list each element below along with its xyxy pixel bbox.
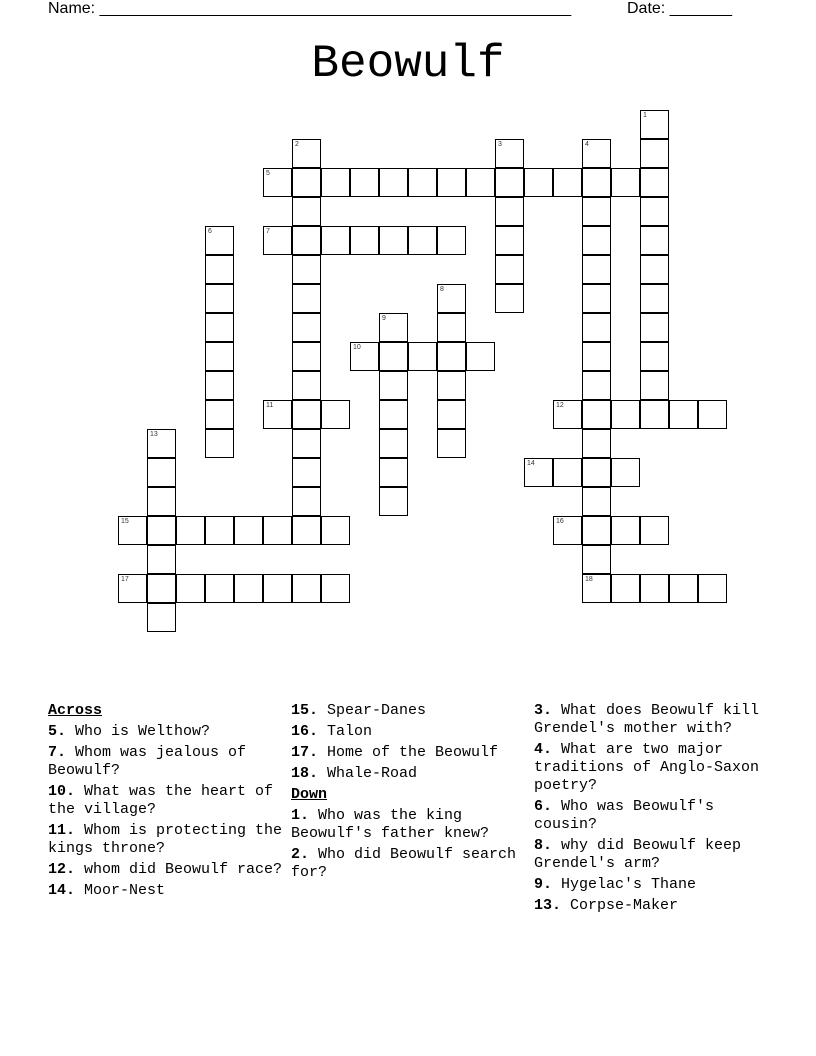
grid-cell[interactable] [640,371,669,400]
clue-down-3: 3. What does Beowulf kill Grendel's mother with? [534,702,760,737]
grid-cell[interactable] [379,371,408,400]
grid-cell[interactable] [292,313,321,342]
grid-cell[interactable] [147,516,176,545]
grid-cell[interactable] [611,400,640,429]
grid-cell[interactable] [582,516,611,545]
grid-cell[interactable] [437,313,466,342]
grid-cell[interactable] [292,226,321,255]
grid-cell[interactable] [553,400,582,429]
down-heading: Down [291,786,328,803]
grid-cell[interactable] [234,516,263,545]
clue-down-2: 2. Who did Beowulf search for? [291,846,517,881]
grid-cell[interactable] [582,429,611,458]
grid-cell[interactable] [611,516,640,545]
grid-cell[interactable] [553,516,582,545]
clue-across-11: 11. Whom is protecting the kings throne? [48,822,283,857]
clue-down-4: 4. What are two major traditions of Anglo-Saxon poetry? [534,741,760,794]
grid-cell[interactable] [640,284,669,313]
grid-cell[interactable] [640,516,669,545]
cell-number: 11 [266,402,274,409]
grid-cell[interactable] [495,197,524,226]
grid-cell[interactable] [582,139,611,168]
cell-number: 10 [353,344,361,351]
grid-cell[interactable] [263,168,292,197]
clue-across-7: 7. Whom was jealous of Beowulf? [48,744,247,779]
grid-cell[interactable] [640,400,669,429]
grid-cell[interactable] [118,516,147,545]
grid-cell[interactable] [582,284,611,313]
grid-cell[interactable] [379,226,408,255]
grid-cell[interactable] [437,342,466,371]
grid-cell[interactable] [611,574,640,603]
grid-cell[interactable] [379,429,408,458]
grid-cell[interactable] [640,139,669,168]
grid-cell[interactable] [379,487,408,516]
grid-cell[interactable] [292,487,321,516]
grid-cell[interactable] [350,226,379,255]
clues-column-2 [291,702,526,885]
grid-cell[interactable] [321,168,350,197]
grid-cell[interactable] [205,574,234,603]
grid-cell[interactable] [292,574,321,603]
grid-cell[interactable] [524,168,553,197]
grid-cell[interactable] [437,168,466,197]
cell-number: 8 [440,286,444,293]
grid-cell[interactable] [495,226,524,255]
grid-cell[interactable] [640,255,669,284]
cell-number: 4 [585,141,589,148]
clue-across-18: 18. Whale-Road [291,765,418,782]
grid-cell[interactable] [350,342,379,371]
grid-cell[interactable] [379,168,408,197]
grid-cell[interactable] [292,429,321,458]
grid-cell[interactable] [640,313,669,342]
grid-cell[interactable] [466,342,495,371]
grid-cell[interactable] [292,284,321,313]
grid-cell[interactable] [147,487,176,516]
grid-cell[interactable] [640,110,669,139]
grid-cell[interactable] [640,168,669,197]
grid-cell[interactable] [205,284,234,313]
grid-cell[interactable] [292,371,321,400]
grid-cell[interactable] [292,197,321,226]
grid-cell[interactable] [582,197,611,226]
across-heading: Across [48,702,103,719]
cell-number: 1 [643,112,647,119]
grid-cell[interactable] [147,574,176,603]
grid-cell[interactable] [205,342,234,371]
grid-cell[interactable] [205,255,234,284]
clues-column-3 [534,702,774,918]
grid-cell[interactable] [292,168,321,197]
grid-cell[interactable] [582,342,611,371]
grid-cell[interactable] [698,574,727,603]
grid-cell[interactable] [379,313,408,342]
clue-across-5: 5. Who is Welthow? [48,723,211,740]
grid-cell[interactable] [582,255,611,284]
grid-cell[interactable] [582,487,611,516]
clue-across-15: 15. Spear-Danes [291,702,427,719]
grid-cell[interactable] [524,458,553,487]
puzzle-title: Beowulf [311,38,505,90]
grid-cell[interactable] [176,574,205,603]
name-field-label[interactable]: Name: _____________________________________________________ [48,0,572,17]
grid-cell[interactable] [321,400,350,429]
grid-cell[interactable] [669,574,698,603]
grid-cell[interactable] [495,255,524,284]
grid-cell[interactable] [582,371,611,400]
grid-cell[interactable] [321,574,350,603]
cell-number: 3 [498,141,502,148]
grid-cell[interactable] [263,400,292,429]
grid-cell[interactable] [437,284,466,313]
grid-cell[interactable] [379,458,408,487]
date-field-label[interactable]: Date: _______ [627,0,732,17]
grid-cell[interactable] [611,458,640,487]
grid-cell[interactable] [466,168,495,197]
grid-cell[interactable] [205,400,234,429]
grid-cell[interactable] [379,342,408,371]
grid-cell[interactable] [408,226,437,255]
grid-cell[interactable] [118,574,147,603]
grid-cell[interactable] [263,226,292,255]
grid-cell[interactable] [582,545,611,574]
grid-cell[interactable] [234,574,263,603]
cell-number: 15 [121,518,129,525]
grid-cell[interactable] [582,168,611,197]
cell-number: 12 [556,402,564,409]
cell-number: 17 [121,576,129,583]
cell-number: 5 [266,170,270,177]
clue-across-10: 10. What was the heart of the village? [48,783,274,818]
grid-cell[interactable] [147,429,176,458]
grid-cell[interactable] [292,255,321,284]
grid-cell[interactable] [292,342,321,371]
grid-cell[interactable] [147,603,176,632]
grid-cell[interactable] [640,342,669,371]
grid-cell[interactable] [640,226,669,255]
grid-cell[interactable] [292,400,321,429]
grid-cell[interactable] [640,197,669,226]
cell-number: 2 [295,141,299,148]
clue-down-6: 6. Who was Beowulf's cousin? [534,798,715,833]
cell-number: 13 [150,431,158,438]
grid-cell[interactable] [205,313,234,342]
grid-cell[interactable] [640,574,669,603]
cell-number: 6 [208,228,212,235]
clue-down-8: 8. why did Beowulf keep Grendel's arm? [534,837,742,872]
grid-cell[interactable] [437,371,466,400]
grid-cell[interactable] [292,458,321,487]
grid-cell[interactable] [263,574,292,603]
grid-cell[interactable] [495,139,524,168]
grid-cell[interactable] [669,400,698,429]
grid-cell[interactable] [408,342,437,371]
grid-cell[interactable] [147,545,176,574]
grid-cell[interactable] [205,371,234,400]
cell-number: 18 [585,576,593,583]
cell-number: 9 [382,315,386,322]
cell-number: 16 [556,518,564,525]
grid-cell[interactable] [582,313,611,342]
cell-number: 7 [266,228,270,235]
clue-across-12: 12. whom did Beowulf race? [48,861,283,878]
grid-cell[interactable] [698,400,727,429]
grid-cell[interactable] [176,516,205,545]
grid-cell[interactable] [205,516,234,545]
grid-cell[interactable] [553,458,582,487]
grid-cell[interactable] [553,168,582,197]
grid-cell[interactable] [611,168,640,197]
clue-across-17: 17. Home of the Beowulf [291,744,499,761]
clues-column-1 [48,702,283,903]
grid-cell[interactable] [147,458,176,487]
grid-cell[interactable] [437,400,466,429]
clue-across-16: 16. Talon [291,723,373,740]
grid-cell[interactable] [582,400,611,429]
grid-cell[interactable] [379,400,408,429]
grid-cell[interactable] [263,516,292,545]
grid-cell[interactable] [292,516,321,545]
clue-down-13: 13. Corpse-Maker [534,897,679,914]
clue-across-14: 14. Moor-Nest [48,882,166,899]
grid-cell[interactable] [321,226,350,255]
grid-cell[interactable] [582,226,611,255]
grid-cell[interactable] [495,168,524,197]
grid-cell[interactable] [437,226,466,255]
grid-cell[interactable] [205,226,234,255]
grid-cell[interactable] [321,516,350,545]
clue-down-9: 9. Hygelac's Thane [534,876,697,893]
grid-cell[interactable] [437,429,466,458]
grid-cell[interactable] [495,284,524,313]
grid-cell[interactable] [350,168,379,197]
grid-cell[interactable] [582,458,611,487]
grid-cell[interactable] [582,574,611,603]
grid-cell[interactable] [292,139,321,168]
cell-number: 14 [527,460,535,467]
clue-down-1: 1. Who was the king Beowulf's father knew? [291,807,490,842]
grid-cell[interactable] [408,168,437,197]
grid-cell[interactable] [205,429,234,458]
